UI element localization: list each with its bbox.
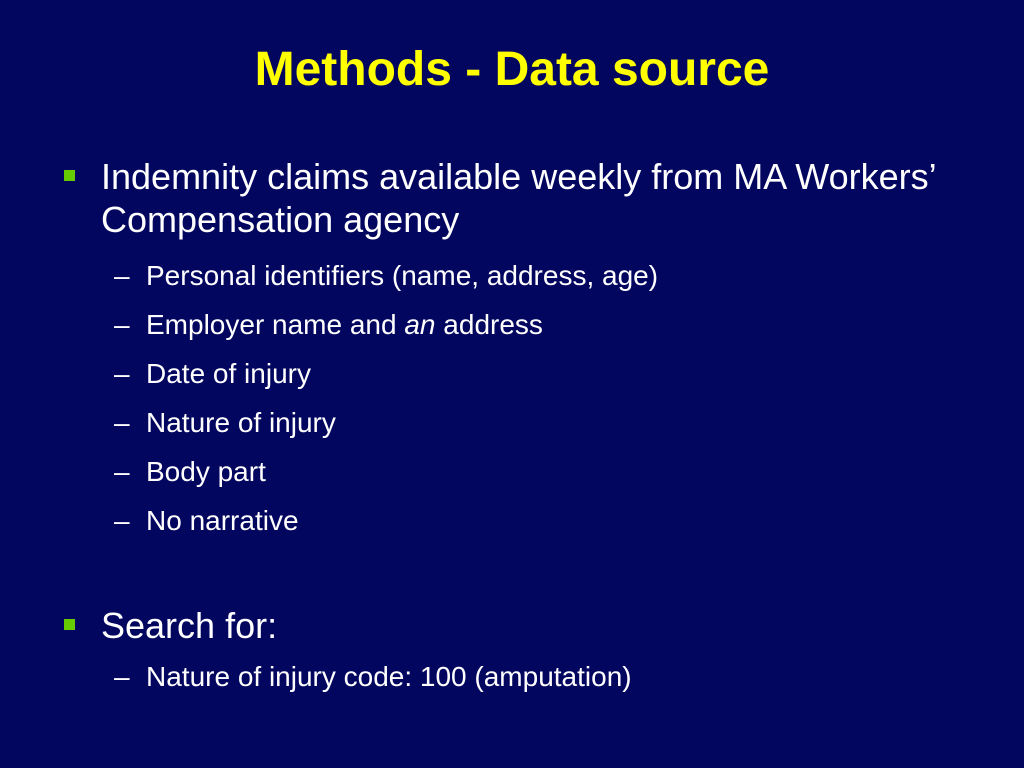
sub-item-text: Nature of injury code: 100 (amputation) [146,661,632,692]
dash-marker: – [114,661,130,692]
bullet-item-search-for [64,604,964,647]
sub-item-text: Date of injury [146,358,311,389]
dash-marker: – [114,358,130,389]
sub-item [114,660,954,694]
dash-marker: – [114,260,130,291]
bullet-text: Indemnity claims available weekly from MA Workers’ Compensation agency [101,156,936,240]
sub-item [114,259,954,293]
bullet-text: Search for: [101,605,278,646]
sub-item-text: No narrative [146,505,299,536]
sub-item [114,455,954,489]
dash-marker: – [114,407,130,438]
sub-item-text-after: address [435,309,543,340]
sub-item [114,308,954,342]
sub-item [114,406,954,440]
sub-item [114,504,954,538]
sub-item-text: Personal identifiers (name, address, age) [146,260,659,291]
dash-marker: – [114,505,130,536]
sub-item-emphasis: an [404,309,436,340]
dash-marker: – [114,456,130,487]
sub-item-text: Body part [146,456,266,487]
dash-marker: – [114,309,130,340]
square-bullet-icon [64,170,75,181]
slide-title: Methods - Data source [254,43,770,96]
bullet-item-indemnity-claims [64,155,964,241]
square-bullet-icon [64,619,75,630]
sub-item [114,357,954,391]
sub-item-text: Nature of injury [146,407,336,438]
sub-item-text-before: Employer name and [146,309,405,340]
